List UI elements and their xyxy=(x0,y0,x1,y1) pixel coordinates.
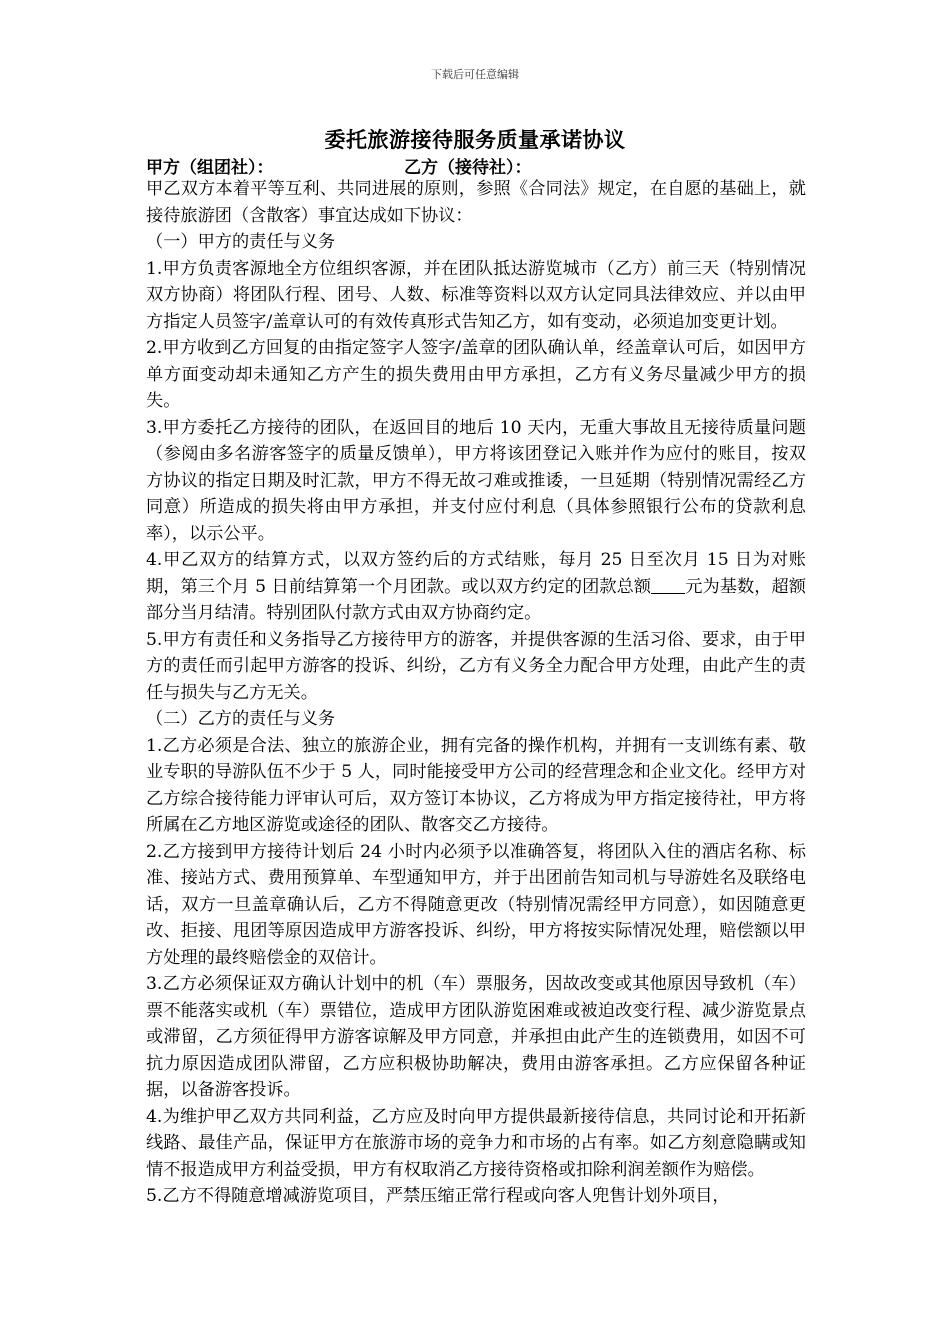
agreement-body xyxy=(146,176,806,1210)
clause-b5: 5.乙方不得随意增减游览项目，严禁压缩正常行程或向客人兜售计划外项目， xyxy=(146,1186,730,1206)
party-b-label: 乙方（接待社）： xyxy=(404,158,532,178)
clause-a1: 1.甲方负责客源地全方位组织客源，并在团队抵达游览城市（乙方）前三天（特别情况双方协商）将团队行程、团号、人数、标准等资料以双方认定同具法律效应、并以由甲方指定人员签字/盖章认可的有效传真形式告知乙方，如有变动，必须追加变更计划。 xyxy=(146,258,806,332)
clause-a4-part2: 元为基数，超额部分当月结清。特别团队付款方式由双方协商约定。 xyxy=(146,576,806,623)
clause-a4 xyxy=(146,547,806,627)
clause-a3: 3.甲方委托乙方接待的团队，在返回目的地后 10 天内，无重大事故且无接待质量问题（参阅由多名游客签字的质量反馈单），甲方将该团登记入账并作为应付的账目，按双方协议的指定日期及时汇款，甲方不得无故刁难或推诿，一旦延期（特别情况需经乙方同意）所造成的损失将由甲方承担，并支付应付利息（具体参照银行公布的贷款利息率），以示公平。 xyxy=(146,417,806,544)
clause-b2: 2.乙方接到甲方接待计划后 24 小时内必须予以准确答复，将团队入住的酒店名称、标准、接站方式、费用预算单、车型通知甲方，并于出团前告知司机与导游姓名及联络电话，双方一旦盖章确认后，乙方不得随意更改（特别情况需经甲方同意），如因随意更改、拒接、甩团等原因造成甲方游客投诉、纠纷，甲方将按实际情况处理，赔偿额以甲方处理的最终赔偿金的双倍计。 xyxy=(146,841,806,968)
clause-a5: 5.甲方有责任和义务指导乙方接待甲方的游客，并提供客源的生活习俗、要求，由于甲方的责任而引起甲方游客的投诉、纠纷，乙方有义务全力配合甲方处理，由此产生的责任与损失与乙方无关。 xyxy=(146,629,806,703)
document-title: 委托旅游接待服务质量承诺协议 xyxy=(324,127,626,152)
party-a-label: 甲方（组团社）： xyxy=(146,158,274,178)
section-heading-b: （二）乙方的责任与义务 xyxy=(146,709,336,729)
clause-b1: 1.乙方必须是合法、独立的旅游企业，拥有完备的操作机构，并拥有一支训练有素、敬业专职的导游队伍不少于 5 人，同时能接受甲方公司的经营理念和企业文化。经甲方对乙方综合接待能力评审认可后，双方签订本协议，乙方将成为甲方指定接待社，甲方将所属在乙方地区游览或途径的团队、散客交乙方接待。 xyxy=(146,735,806,835)
amount-blank xyxy=(651,576,685,594)
section-heading-a: （一）甲方的责任与义务 xyxy=(146,232,336,252)
clause-a2: 2.甲方收到乙方回复的由指定签字人签字/盖章的团队确认单，经盖章认可后，如因甲方单方面变动却未通知乙方产生的损失费用由甲方承担，乙方有义务尽量减少甲方的损失。 xyxy=(146,338,806,411)
header-note: 下载后可任意编辑 xyxy=(431,68,519,81)
clause-b3: 3.乙方必须保证双方确认计划中的机（车）票服务，因故改变或其他原因导致机（车）票不能落实或机（车）票错位，造成甲方团队游览困难或被迫改变行程、减少游览景点或滞留，乙方须征得甲方游客谅解及甲方同意，并承担由此产生的连锁费用，如因不可抗力原因造成团队滞留，乙方应积极协助解决，费用由游客承担。乙方应保留各种证据，以备游客投诉。 xyxy=(146,974,806,1100)
intro-paragraph: 甲乙双方本着平等互利、共同进展的原则，参照《合同法》规定，在自愿的基础上，就接待旅游团（含散客）事宜达成如下协议： xyxy=(146,179,806,226)
clause-a4-part1: 4.甲乙双方的结算方式，以双方签约后的方式结账，每月 25 日至次月 15 日为对账期，第三个月 5 日前结算第一个月团款。或以双方约定的团款总额 xyxy=(146,550,806,597)
parties-line xyxy=(146,153,806,178)
clause-b4: 4.为维护甲乙双方共同利益，乙方应及时向甲方提供最新接待信息，共同讨论和开拓新线路、最佳产品，保证甲方在旅游市场的竞争力和市场的占有率。如乙方刻意隐瞒或知情不报造成甲方利益受损，甲方有权取消乙方接待资格或扣除利润差额作为赔偿。 xyxy=(146,1106,806,1180)
